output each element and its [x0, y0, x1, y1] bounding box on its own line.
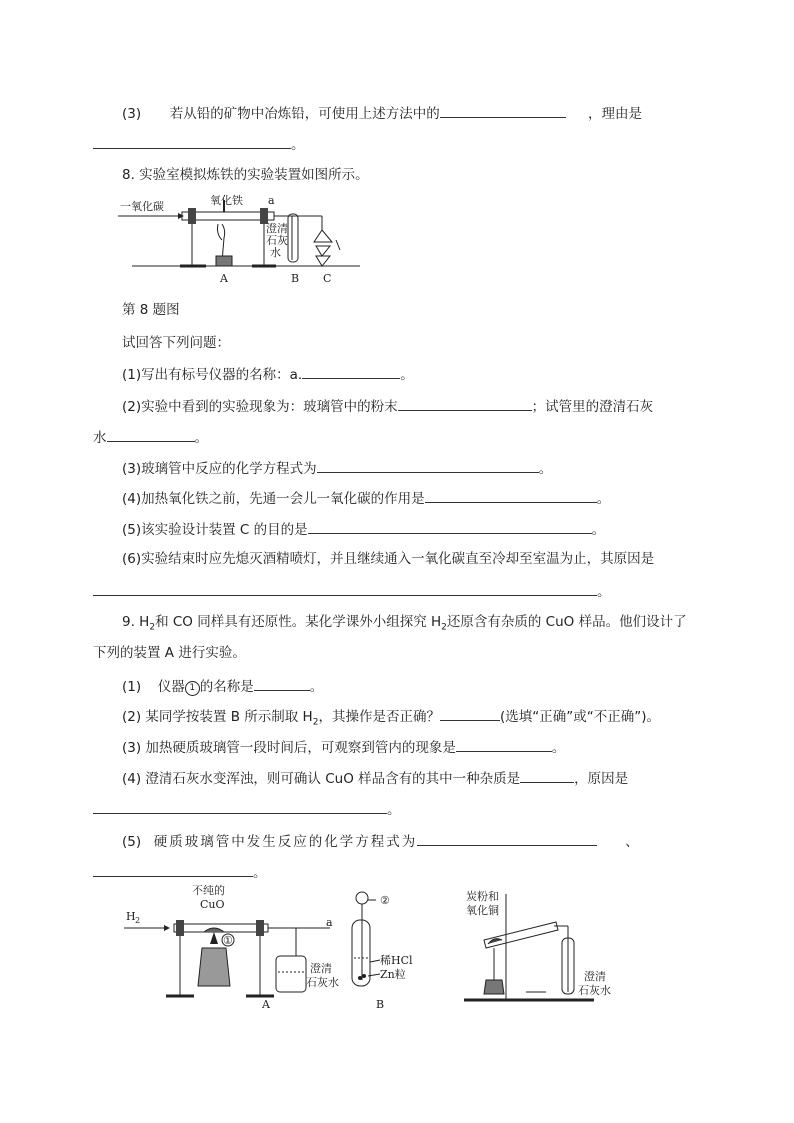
q9-sub3-blank[interactable]: [456, 737, 552, 752]
q8-sub6-blank[interactable]: [93, 581, 597, 596]
q9-figA-h2-label: H: [126, 910, 136, 923]
q8-sub1-text: (1)写出有标号仪器的名称：a.: [122, 367, 303, 383]
q8-fig-oxide-label: 氧化铁: [210, 194, 243, 207]
q9-sub1-circle-one: 1: [185, 681, 200, 696]
q9-figC-lime1: 澄清: [584, 970, 606, 983]
q8-sub2: [122, 396, 653, 416]
q9-sub4-line2: [93, 799, 401, 819]
q8-fig-A-label: A: [220, 272, 228, 285]
q8-sub5-text: (5)该实验设计装置 C 的目的是: [122, 522, 308, 538]
q8-sub2-blank2[interactable]: [107, 427, 195, 442]
q8-sub4-blank[interactable]: [425, 488, 597, 503]
q8-sub1-blank[interactable]: [302, 364, 400, 379]
q8-prompt: 试回答下列问题：: [122, 335, 230, 351]
q9-intro-line2: 下列的装置 A 进行实验。: [93, 645, 246, 661]
q8-sub5: [122, 519, 605, 539]
q8-sub2-l2: 水: [93, 430, 107, 446]
q9-sub3-a: 加热硬质玻璃管一段时间后，可观察到管内的现象是: [145, 740, 456, 756]
q9-sub1-a: 仪器: [157, 679, 185, 695]
q9-figA-h2-sub: 2: [135, 916, 141, 925]
q9-figA-cuo-label: CuO: [200, 898, 225, 911]
q9-figC-lime2: 石灰水: [578, 984, 611, 997]
q7-part3-reason-blank[interactable]: [93, 134, 291, 149]
q9-figB-circle2: ②: [380, 894, 390, 907]
q8-fig-a-label: a: [268, 194, 275, 207]
q8-sub3-text: (3)玻璃管中反应的化学方程式为: [122, 461, 317, 477]
q9-sub5-blank2[interactable]: [93, 862, 253, 877]
q9-sub1-b: 的名称是: [199, 679, 254, 695]
q9-figB-hcl: 稀HCl: [380, 954, 413, 967]
q9-sub2-c: (选填“正确”或“不正确”)。: [499, 709, 660, 725]
q9-sub5-number: (5): [122, 834, 142, 850]
q9-sub4-number: (4): [122, 771, 142, 787]
q9-intro-sub1: 2: [149, 622, 156, 633]
q9-sub1-end: 。: [309, 679, 324, 695]
q9-sub3-end: 。: [551, 740, 566, 756]
q9-figC-carbon1: 炭粉和: [466, 890, 499, 903]
q8-fig-lime-1: 澄清: [266, 222, 288, 235]
q9-apparatus-carbon: [464, 888, 634, 1008]
q9-figB-B-label: B: [376, 998, 385, 1011]
q9-figA-lime2: 石灰水: [306, 976, 339, 989]
q9-sub5-end: 。: [253, 865, 267, 881]
q7-part3-end: 。: [291, 137, 305, 153]
q9-sub5-a: 硬质玻璃管中发生反应的化学方程式为: [153, 834, 418, 850]
q7-part3-number: (3): [122, 106, 142, 122]
q9-sub5-line2: [93, 862, 267, 882]
q9-sub1-number: (1): [122, 679, 142, 695]
q8-sub2-text: (2)实验中看到的实验现象为：玻璃管中的粉末: [122, 399, 398, 415]
q9-sub2-sub: 2: [312, 717, 319, 728]
q9-figA-lime1: 澄清: [310, 962, 332, 975]
q8-sub3: [122, 458, 552, 478]
q9-sub2-blank[interactable]: [440, 706, 500, 721]
q8-sub3-end: 。: [538, 461, 553, 477]
q9-sub5-sep: 、: [625, 834, 639, 850]
q7-part3-line2: [93, 134, 305, 154]
q9-sub3-number: (3): [122, 740, 142, 756]
q7-part3: [122, 103, 642, 123]
q8-sub4: [122, 488, 610, 508]
q9-figA-A-label: A: [262, 998, 270, 1011]
q8-sub2-mid: ；试管里的澄清石灰: [531, 399, 654, 415]
q9-intro-c: 还原含有杂质的 CuO 样品。他们设计了: [446, 614, 687, 630]
q8-sub3-blank[interactable]: [317, 458, 539, 473]
q9-figC-carbon2: 氧化铜: [466, 904, 499, 917]
q9-sub2-b: ，其操作是否正确？: [318, 709, 440, 725]
q8-sub1-end: 。: [400, 367, 414, 383]
q8-apparatus-figure: [118, 190, 368, 290]
q9-intro-sub2: 2: [441, 622, 447, 633]
q8-sub4-end: 。: [596, 491, 611, 507]
q9-intro-a: 9. H: [122, 614, 150, 630]
q9-sub5: [122, 831, 639, 851]
q8-sub6-line2: [93, 581, 611, 601]
q8-sub2-line2: [93, 427, 208, 447]
q7-part3-answer-blank[interactable]: [440, 103, 566, 118]
q8-sub5-end: 。: [591, 522, 606, 538]
q8-fig-B-label: B: [291, 272, 300, 285]
q9-sub1: [122, 676, 323, 696]
q8-sub4-text: (4)加热氧化铁之前，先通一会儿一氧化碳的作用是: [122, 491, 425, 507]
q9-figA-impure-label: 不纯的: [192, 884, 225, 897]
q9-apparatus-A: [120, 882, 350, 1012]
q9-sub2-number: (2): [122, 709, 142, 725]
q8-sub6: (6)实验结束时应先熄灭酒精喷灯，并且继续通入一氧化碳直至冷却至室温为止，其原因是: [122, 551, 655, 567]
q7-part3-tail: ，理由是: [588, 106, 643, 122]
q9-figA-a-label: a: [326, 916, 333, 929]
q8-sub5-blank[interactable]: [308, 519, 592, 534]
q8-sub2-end: 。: [194, 430, 208, 446]
q9-sub4-blank1[interactable]: [520, 768, 574, 783]
q8-fig-gas-label: 一氧化碳: [120, 200, 164, 213]
q9-sub4-end: 。: [387, 802, 401, 818]
q9-intro: [122, 613, 687, 637]
q8-caption: 第 8 题图: [122, 302, 180, 318]
q9-sub2: [122, 706, 660, 732]
q9-sub4-a: 澄清石灰水变浑浊，则可确认 CuO 样品含有的其中一种杂质是: [145, 771, 521, 787]
q9-intro-b: 和 CO 同样具有还原性。某化学课外小组探究 H: [155, 614, 442, 630]
q8-sub1: [122, 364, 414, 384]
q7-part3-text: 若从铅的矿物中冶炼铅，可使用上述方法中的: [169, 106, 440, 122]
q9-sub5-blank1[interactable]: [417, 831, 597, 846]
q9-figA-circle1: ①: [223, 934, 233, 947]
q9-sub3: [122, 737, 565, 757]
q9-sub1-blank[interactable]: [254, 676, 310, 691]
q8-fig-lime-3: 水: [270, 246, 281, 259]
q8-fig-lime-2: 石灰: [266, 234, 288, 247]
q8-fig-C-label: C: [323, 272, 332, 285]
q8-sub2-blank1[interactable]: [398, 396, 532, 411]
q9-sub2-a: 某同学按装置 B 所示制取 H: [145, 709, 313, 725]
q9-sub4-b: ，原因是: [574, 771, 629, 787]
q8-intro: 8. 实验室模拟炼铁的实验装置如图所示。: [122, 167, 369, 183]
q9-figB-zn: Zn粒: [380, 968, 406, 981]
q9-sub4-blank2[interactable]: [93, 799, 387, 814]
q8-sub6-end: 。: [597, 584, 611, 600]
q9-sub4: [122, 768, 628, 788]
q9-apparatus-B: [350, 890, 430, 1012]
